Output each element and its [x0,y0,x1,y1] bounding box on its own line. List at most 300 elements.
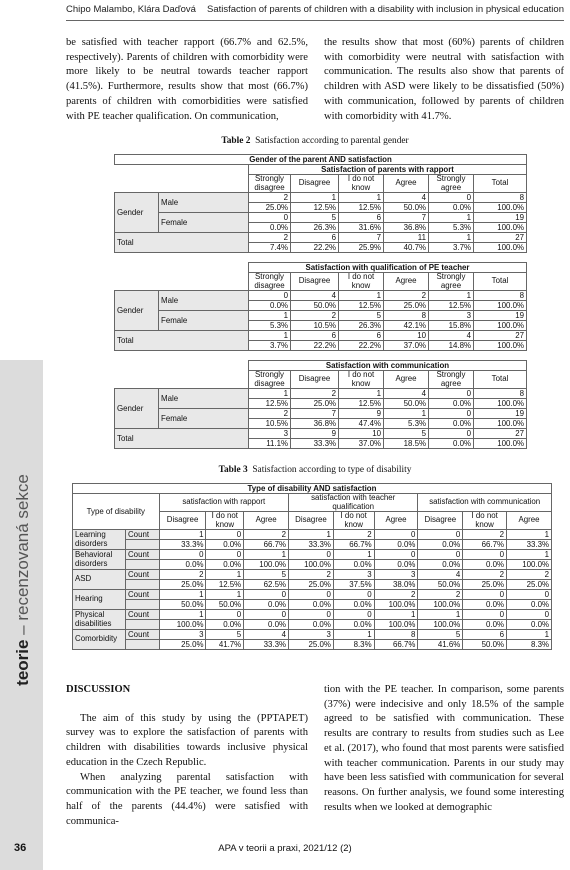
count-cell: 4 [429,331,474,341]
percent-cell: 47.4% [339,419,384,429]
percent-cell: 66.7% [333,540,374,550]
row-label: Male [159,193,249,213]
percent-cell: 100.0% [474,203,527,213]
count-cell: 0 [429,409,474,419]
percent-cell: 37.0% [339,439,384,449]
count-cell: 9 [339,409,384,419]
percent-cell: 100.0% [474,223,527,233]
count-cell: 27 [474,429,527,439]
percent-cell: 38.0% [374,580,418,590]
count-cell: 1 [429,233,474,243]
percent-cell: 50.0% [384,203,429,213]
count-cell: 4 [244,630,289,640]
count-label: Count [125,530,159,540]
percent-cell: 100.0% [474,439,527,449]
percent-cell: 33.3% [244,640,289,650]
column-header: Disagree [291,371,339,389]
count-cell: 6 [339,331,384,341]
group-header: satisfaction with teacher qualification [289,494,418,512]
column-header: Agree [384,371,429,389]
count-cell: 1 [339,291,384,301]
count-cell: 1 [333,550,374,560]
count-cell: 0 [244,590,289,600]
count-cell: 0 [333,590,374,600]
percent-cell: 25.0% [291,399,339,409]
percent-cell: 100.0% [289,560,334,570]
percent-cell: 22.2% [291,341,339,351]
count-cell: 2 [249,233,291,243]
count-label: Count [125,570,159,580]
row-label: Male [159,389,249,409]
percent-cell: 11.1% [249,439,291,449]
percent-cell: 25.0% [159,580,206,590]
count-cell: 0 [333,610,374,620]
column-header: Agree [384,273,429,291]
percent-cell: 40.7% [384,243,429,253]
count-cell: 1 [159,610,206,620]
count-cell: 2 [418,590,463,600]
count-cell: 0 [249,291,291,301]
percent-cell: 0.0% [418,560,463,570]
percent-cell: 100.0% [159,620,206,630]
count-cell: 5 [339,311,384,321]
percent-cell: 25.0% [507,580,552,590]
percent-cell: 15.8% [429,321,474,331]
count-cell: 3 [159,630,206,640]
count-cell: 2 [374,590,418,600]
spacer [115,253,527,263]
discussion-right: tion with the PE teacher. In comparison, some parents (37%) were indecisive and only 18.5% of the sample agreed to be satisfied with communication. These results are contrary to results from studies such as Lee et al. (2017), who found that most parents were satisfied with teacher communication. Parents in our study may have been less satisfied with communication for several reasons. On further analysis, we found some interesting results when we looked at demographic [324,684,564,813]
percent-cell: 0.0% [159,560,206,570]
table3-title: Type of disability AND satisfaction [73,484,552,494]
percent-cell: 33.3% [159,540,206,550]
percent-cell: 26.3% [291,223,339,233]
journal-footer: APA v teorii a praxi, 2021/12 (2) [218,843,352,854]
table2-header-row [115,371,527,389]
count-cell: 3 [289,630,334,640]
table3-row [73,620,552,630]
table2-header-row [115,273,527,291]
count-cell: 1 [249,311,291,321]
count-cell: 3 [333,570,374,580]
count-label: Count [125,610,159,620]
column-header: Agree [384,175,429,193]
column-header: Disagree [291,175,339,193]
column-header: Total [474,273,527,291]
row-label: Hearing [73,590,126,610]
percent-cell: 25.0% [463,580,507,590]
count-cell: 1 [339,389,384,399]
column-header: Total [474,175,527,193]
count-cell: 1 [159,590,206,600]
count-cell: 1 [206,570,244,580]
percent-cell: 5.3% [249,321,291,331]
percent-cell: 22.2% [339,341,384,351]
table2-subtitle-row [115,263,527,273]
count-cell: 8 [384,311,429,321]
percent-cell: 100.0% [474,341,527,351]
percent-cell: 3.7% [429,243,474,253]
count-cell: 2 [244,530,289,540]
count-cell: 19 [474,213,527,223]
blank-cell [125,540,159,550]
top-left-paragraph: be satisfied with teacher rapport (66.7% and 62.5%, respectively). Parents of children with comorbidity were more likely to be neutral towards teacher rapport (41.5%). Furthermore, results show that most (66.7%) parents of children with comorbidities were satisfied with PE teacher qualification. On communication, [66,37,308,122]
percent-cell: 100.0% [418,620,463,630]
page-number: 36 [14,842,27,854]
count-cell: 8 [474,389,527,399]
count-cell: 1 [249,331,291,341]
table3-group-row [73,494,552,512]
spacer [115,351,527,361]
discussion-left [66,683,308,829]
count-cell: 0 [507,590,552,600]
table2-subtitle-row [115,165,527,175]
table3-row [73,580,552,590]
count-cell: 27 [474,331,527,341]
group-header: satisfaction with communication [418,494,552,512]
count-cell: 4 [384,193,429,203]
count-cell: 1 [333,630,374,640]
count-cell: 6 [291,233,339,243]
percent-cell: 18.5% [384,439,429,449]
blank-cell [115,361,249,371]
table2-row [115,233,527,243]
percent-cell: 41.6% [418,640,463,650]
percent-cell: 0.0% [289,620,334,630]
percent-cell: 0.0% [333,620,374,630]
count-cell: 3 [374,570,418,580]
count-cell: 0 [418,530,463,540]
table2-subtitle: Satisfaction with communication [249,361,527,371]
running-header-authors: Chipo Malambo, Klára Daďová [66,4,196,15]
group-header: satisfaction with rapport [159,494,288,512]
count-cell: 0 [289,550,334,560]
table3 [72,483,552,650]
count-cell: 1 [249,389,291,399]
percent-cell: 0.0% [244,620,289,630]
percent-cell: 50.0% [206,600,244,610]
count-cell: 4 [418,570,463,580]
table3-row [73,540,552,550]
count-cell: 2 [507,570,552,580]
count-cell: 5 [418,630,463,640]
count-cell: 0 [159,550,206,560]
count-cell: 9 [291,429,339,439]
percent-cell: 0.0% [249,301,291,311]
percent-cell: 12.5% [249,399,291,409]
percent-cell: 36.8% [291,419,339,429]
count-cell: 0 [429,429,474,439]
row-header: Type of disability [73,494,160,530]
percent-cell: 100.0% [507,560,552,570]
count-cell: 0 [374,530,418,540]
count-cell: 0 [418,550,463,560]
column-header: I do not know [206,512,244,530]
percent-cell: 8.3% [507,640,552,650]
section-sidebar-label: teorie – recenzovaná sekce [13,474,32,686]
count-cell: 19 [474,409,527,419]
table2-row [115,389,527,399]
discussion-p2: When analyzing parental satisfaction with communication with the PE teacher, we found less than half of the parents (44.4%) were satisfied with communica- [66,771,308,827]
percent-cell: 5.3% [384,419,429,429]
count-cell: 1 [507,630,552,640]
table2-subtitle-row [115,361,527,371]
table2-subtitle: Satisfaction with qualification of PE teacher [249,263,527,273]
column-header: Disagree [289,512,334,530]
table2-row [115,429,527,439]
row-label: Female [159,311,249,331]
table2-spacer [115,351,527,361]
count-cell: 2 [333,530,374,540]
column-header: Strongly agree [429,273,474,291]
percent-cell: 8.3% [333,640,374,650]
table2-spacer [115,253,527,263]
percent-cell: 66.7% [244,540,289,550]
count-cell: 10 [384,331,429,341]
percent-cell: 0.0% [206,540,244,550]
percent-cell: 100.0% [374,600,418,610]
column-header: Strongly disagree [249,273,291,291]
count-cell: 1 [384,409,429,419]
percent-cell: 50.0% [418,580,463,590]
count-cell: 11 [384,233,429,243]
blank-cell [115,263,249,273]
percent-cell: 25.0% [289,640,334,650]
blank-cell [115,273,249,291]
column-header: Disagree [291,273,339,291]
percent-cell: 14.8% [429,341,474,351]
column-header: I do not know [333,512,374,530]
percent-cell: 0.0% [206,620,244,630]
percent-cell: 41.7% [206,640,244,650]
percent-cell: 50.0% [291,301,339,311]
percent-cell: 33.3% [507,540,552,550]
count-cell: 1 [244,550,289,560]
percent-cell: 0.0% [418,540,463,550]
table2-row [115,193,527,203]
percent-cell: 33.3% [289,540,334,550]
table2-row [115,213,527,223]
row-group-label: Gender [115,389,159,429]
percent-cell: 31.6% [339,223,384,233]
percent-cell: 0.0% [289,600,334,610]
column-header: Strongly disagree [249,175,291,193]
percent-cell: 42.1% [384,321,429,331]
percent-cell: 25.0% [159,640,206,650]
count-cell: 1 [507,530,552,540]
column-header: Agree [244,512,289,530]
count-cell: 5 [206,630,244,640]
table3-title-row [73,484,552,494]
count-cell: 0 [429,389,474,399]
percent-cell: 100.0% [474,399,527,409]
count-cell: 0 [374,550,418,560]
column-header: Agree [374,512,418,530]
count-cell: 2 [159,570,206,580]
row-label: Learning disorders [73,530,126,550]
blank-cell [125,620,159,630]
table3-row [73,550,552,560]
count-cell: 0 [289,590,334,600]
percent-cell: 37.0% [384,341,429,351]
count-cell: 2 [249,409,291,419]
table2-title: Gender of the parent AND satisfaction [115,155,527,165]
percent-cell: 100.0% [474,419,527,429]
row-label: Behavioral disorders [73,550,126,570]
percent-cell: 0.0% [429,399,474,409]
count-cell: 2 [384,291,429,301]
table2-subtitle: Satisfaction of parents with rapport [249,165,527,175]
percent-cell: 5.3% [429,223,474,233]
count-label: Count [125,590,159,600]
count-cell: 4 [291,291,339,301]
percent-cell: 0.0% [463,620,507,630]
count-cell: 0 [289,610,334,620]
row-label: Male [159,291,249,311]
table3-row [73,610,552,620]
column-header: I do not know [463,512,507,530]
column-header: Strongly disagree [249,371,291,389]
header-rule [66,20,564,21]
count-cell: 2 [289,570,334,580]
percent-cell: 26.3% [339,321,384,331]
count-cell: 1 [429,213,474,223]
column-header: Disagree [159,512,206,530]
count-cell: 2 [249,193,291,203]
percent-cell: 10.5% [249,419,291,429]
percent-cell: 0.0% [333,600,374,610]
table3-row [73,560,552,570]
percent-cell: 33.3% [291,439,339,449]
percent-cell: 62.5% [244,580,289,590]
blank-cell [115,165,249,175]
table2-row [115,311,527,321]
row-label: Total [115,233,249,253]
percent-cell: 0.0% [429,419,474,429]
row-label: Female [159,213,249,233]
percent-cell: 100.0% [474,321,527,331]
table3-row [73,640,552,650]
percent-cell: 0.0% [463,600,507,610]
table3-row [73,600,552,610]
percent-cell: 0.0% [333,560,374,570]
count-cell: 5 [384,429,429,439]
count-cell: 6 [291,331,339,341]
percent-cell: 0.0% [507,620,552,630]
row-label: Physical disabilities [73,610,126,630]
blank-cell [115,175,249,193]
count-cell: 7 [339,233,384,243]
count-cell: 0 [429,193,474,203]
row-label: ASD [73,570,126,590]
percent-cell: 36.8% [384,223,429,233]
blank-cell [125,640,159,650]
column-header: I do not know [339,371,384,389]
count-cell: 1 [291,193,339,203]
top-right-paragraph: the results show that most (60%) parents of children with comorbidity were neutral with satisfaction with communication. The results also show that parents of children with ASD were likely to be dissatisfied (50%) with communication, followed by parents of children with comorbidity with 41.7%. [324,37,564,122]
percent-cell: 12.5% [429,301,474,311]
column-header: Total [474,371,527,389]
count-cell: 7 [384,213,429,223]
count-cell: 1 [507,550,552,560]
percent-cell: 3.7% [249,341,291,351]
percent-cell: 0.0% [249,223,291,233]
count-cell: 0 [463,610,507,620]
percent-cell: 50.0% [384,399,429,409]
row-label: Comorbidity [73,630,126,650]
table3-row [73,590,552,600]
percent-cell: 10.5% [291,321,339,331]
column-header: I do not know [339,175,384,193]
count-cell: 2 [463,530,507,540]
percent-cell: 12.5% [291,203,339,213]
count-cell: 6 [339,213,384,223]
count-cell: 0 [206,550,244,560]
count-cell: 0 [206,530,244,540]
blank-cell [125,600,159,610]
percent-cell: 0.0% [429,203,474,213]
count-cell: 5 [244,570,289,580]
percent-cell: 50.0% [159,600,206,610]
column-header: Disagree [418,512,463,530]
count-cell: 1 [374,610,418,620]
blank-cell [115,371,249,389]
count-cell: 3 [249,429,291,439]
row-group-label: Gender [115,291,159,331]
count-cell: 2 [463,570,507,580]
percent-cell: 25.0% [384,301,429,311]
table2 [114,154,527,449]
table3-row [73,630,552,640]
table3-caption: Table 3 Satisfaction according to type of disability [218,465,412,475]
row-group-label: Gender [115,193,159,233]
percent-cell: 0.0% [374,560,418,570]
count-cell: 0 [206,610,244,620]
percent-cell: 37.5% [333,580,374,590]
percent-cell: 100.0% [474,301,527,311]
percent-cell: 66.7% [463,540,507,550]
percent-cell: 100.0% [474,243,527,253]
column-header: Strongly agree [429,371,474,389]
table2-row [115,291,527,301]
row-label: Total [115,331,249,351]
row-label: Female [159,409,249,429]
percent-cell: 25.9% [339,243,384,253]
column-header: Agree [507,512,552,530]
count-cell: 27 [474,233,527,243]
count-cell: 2 [291,311,339,321]
blank-cell [125,580,159,590]
table2-header-row [115,175,527,193]
count-cell: 8 [474,193,527,203]
percent-cell: 12.5% [206,580,244,590]
count-cell: 1 [429,291,474,301]
count-cell: 5 [291,213,339,223]
count-cell: 2 [291,389,339,399]
table2-row [115,331,527,341]
count-cell: 6 [463,630,507,640]
percent-cell: 12.5% [339,399,384,409]
percent-cell: 100.0% [244,560,289,570]
count-cell: 1 [206,590,244,600]
count-cell: 1 [159,530,206,540]
count-cell: 1 [339,193,384,203]
discussion-heading: DISCUSSION [66,684,131,695]
percent-cell: 0.0% [244,600,289,610]
percent-cell: 0.0% [206,560,244,570]
table2-row [115,409,527,419]
percent-cell: 12.5% [339,203,384,213]
